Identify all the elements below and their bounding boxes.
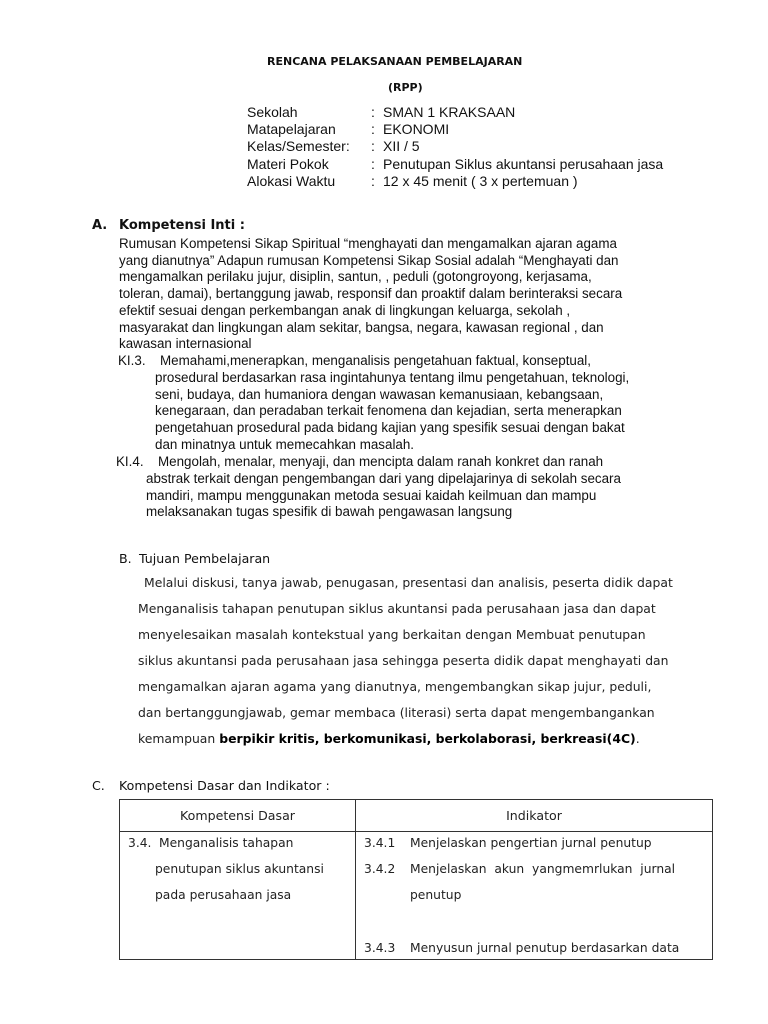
header-indikator: Indikator [356,800,713,832]
section-b-heading: Tujuan Pembelajaran [139,551,271,566]
indikator-cell [356,832,713,960]
document-title: RENCANA PELAKSANAAN PEMBELAJARAN [267,55,523,68]
indicator-number: 3.4.1 [364,836,396,850]
kompetensi-intro [119,236,622,353]
kd-indikator-table [119,799,713,960]
identity-value: Penutupan Siklus akuntansi perusahaan jasa [383,155,664,172]
identity-label: Sekolah [247,104,298,120]
paragraph-line: masyarakat dan lingkungan alam sekitar, bangsa, negara, kawasan regional , dan [119,319,604,335]
indicator-text: Menjelaskan pengertian jurnal penutup [410,836,652,850]
identity-row [247,156,663,173]
paragraph-line: melaksanakan tugas spesifik di bawah pengawasan langsung [146,504,513,520]
document-subtitle: (RPP) [388,81,423,94]
section-a-letter: A. [92,218,108,233]
identity-block [247,104,663,190]
paragraph-line: abstrak terkait dengan pengembangan dari yang dipelajarinya di sekolah secara [146,471,621,486]
identity-colon: : [371,121,375,138]
paragraph-line: mengamalkan ajaran agama yang dianutnya, mengembangkan sikap jujur, peduli, [138,679,652,694]
paragraph-line: Menganalisis tahapan penutupan siklus akuntansi pada perusahaan jasa dan dapat [138,601,656,616]
identity-value: 12 x 45 menit ( 3 x pertemuan ) [383,172,578,189]
ki3-body [155,370,629,454]
line-suffix: . [635,731,640,746]
kd-line: pada perusahaan jasa [155,888,292,902]
identity-colon: : [371,172,375,189]
indicator-number: 3.4.3 [364,941,396,955]
identity-value: SMAN 1 KRAKSAAN [383,104,516,120]
paragraph-line [138,726,673,752]
paragraph-line: toleran, damai), bertanggung jawab, responsif dan proaktif dalam berinteraksi secara [119,286,623,302]
line-prefix: kemampuan [138,731,220,746]
ki3-label: KI.3. [118,353,146,368]
indicator-text: Menjelaskan akun yangmemrlukan jurnal [410,862,676,876]
identity-row [247,138,663,155]
kd-number: 3.4. [128,836,152,850]
indikator-content [356,832,712,959]
ki4-body [146,471,621,521]
identity-colon: : [371,138,375,155]
paragraph-line: dan minatnya untuk memecahkan masalah. [155,436,415,452]
table-header-row [120,800,713,832]
paragraph-line: dan bertanggungjawab, gemar membaca (literasi) serta dapat mengembangankan [138,705,655,720]
identity-row [247,104,663,121]
ki4-first-line: Mengolah, menalar, menyaji, dan mencipta dalam ranah konkret dan ranah [158,454,604,469]
identity-value: EKONOMI [383,121,450,138]
paragraph-line: kenegaraan, dan peradaban terkait fenomena dan kejadian, serta menerapkan [155,403,622,419]
header-kompetensi-dasar: Kompetensi Dasar [120,800,356,832]
kd-content [120,832,355,959]
paragraph-line: kawasan internasional [119,336,252,352]
paragraph-line: prosedural berdasarkan rasa ingintahunya tentang ilmu pengetahuan, teknologi, [155,370,630,385]
section-b-letter: B. [119,551,132,566]
identity-value: XII / 5 [383,138,420,155]
kd-line: Menganalisis tahapan [159,836,294,850]
identity-row [247,173,663,190]
paragraph-line: mengamalkan perilaku jujur, disiplin, santun, , peduli (gotongroyong, kerjasama, [119,269,592,285]
paragraph-line: Rumusan Kompetensi Sikap Spiritual “menghayati dan mengamalkan ajaran agama [119,236,617,251]
paragraph-line: Melalui diskusi, tanya jawab, penugasan, presentasi dan analisis, peserta didik dapat [144,575,673,590]
identity-colon: : [371,104,375,120]
identity-label: Kelas/Semester: [247,138,350,155]
kd-cell [120,832,356,960]
indicator-text: Menyusun jurnal penutup berdasarkan data [410,941,680,955]
identity-label: Materi Pokok [247,155,329,172]
tujuan-paragraph [138,570,673,752]
paragraph-line: seni, budaya, dan humaniora dengan wawasan kemanusiaan, kebangsaan, [155,386,604,402]
section-c-letter: C. [92,778,105,793]
identity-label: Matapelajaran [247,121,336,138]
ki4-label: KI.4. [116,454,144,469]
paragraph-line: siklus akuntansi pada perusahaan jasa sehingga peserta didik dapat menghayati dan [138,653,669,668]
paragraph-line: mandiri, mampu menggunakan metoda sesuai kaidah keilmuan dan mampu [146,487,597,503]
indicator-number: 3.4.2 [364,862,396,876]
4c-skills: berpikir kritis, berkomunikasi, berkolaborasi, berkreasi(4C) [219,731,636,746]
ki3-first-line: Memahami,menerapkan, menganalisis pengetahuan faktual, konseptual, [160,353,591,368]
identity-label: Alokasi Waktu [247,172,336,189]
section-c-heading: Kompetensi Dasar dan Indikator : [119,778,330,793]
kd-line: penutupan siklus akuntansi [155,862,324,876]
indicator-text: penutup [410,888,462,902]
paragraph-line: efektif sesuai dengan perkembangan anak di lingkungan keluarga, sekolah , [119,302,571,318]
paragraph-line: yang dianutnya” Adapun rumusan Kompetensi Sikap Sosial adalah “Menghayati dan [119,252,619,268]
identity-colon: : [371,155,375,172]
paragraph-line: pengetahuan prosedural pada bidang kajian yang spesifik sesuai dengan bakat [155,420,625,436]
section-a-heading: Kompetensi Inti : [119,218,245,233]
paragraph-line: menyelesaikan masalah kontekstual yang berkaitan dengan Membuat penutupan [138,627,646,642]
table-row [120,832,713,960]
identity-row [247,121,663,138]
